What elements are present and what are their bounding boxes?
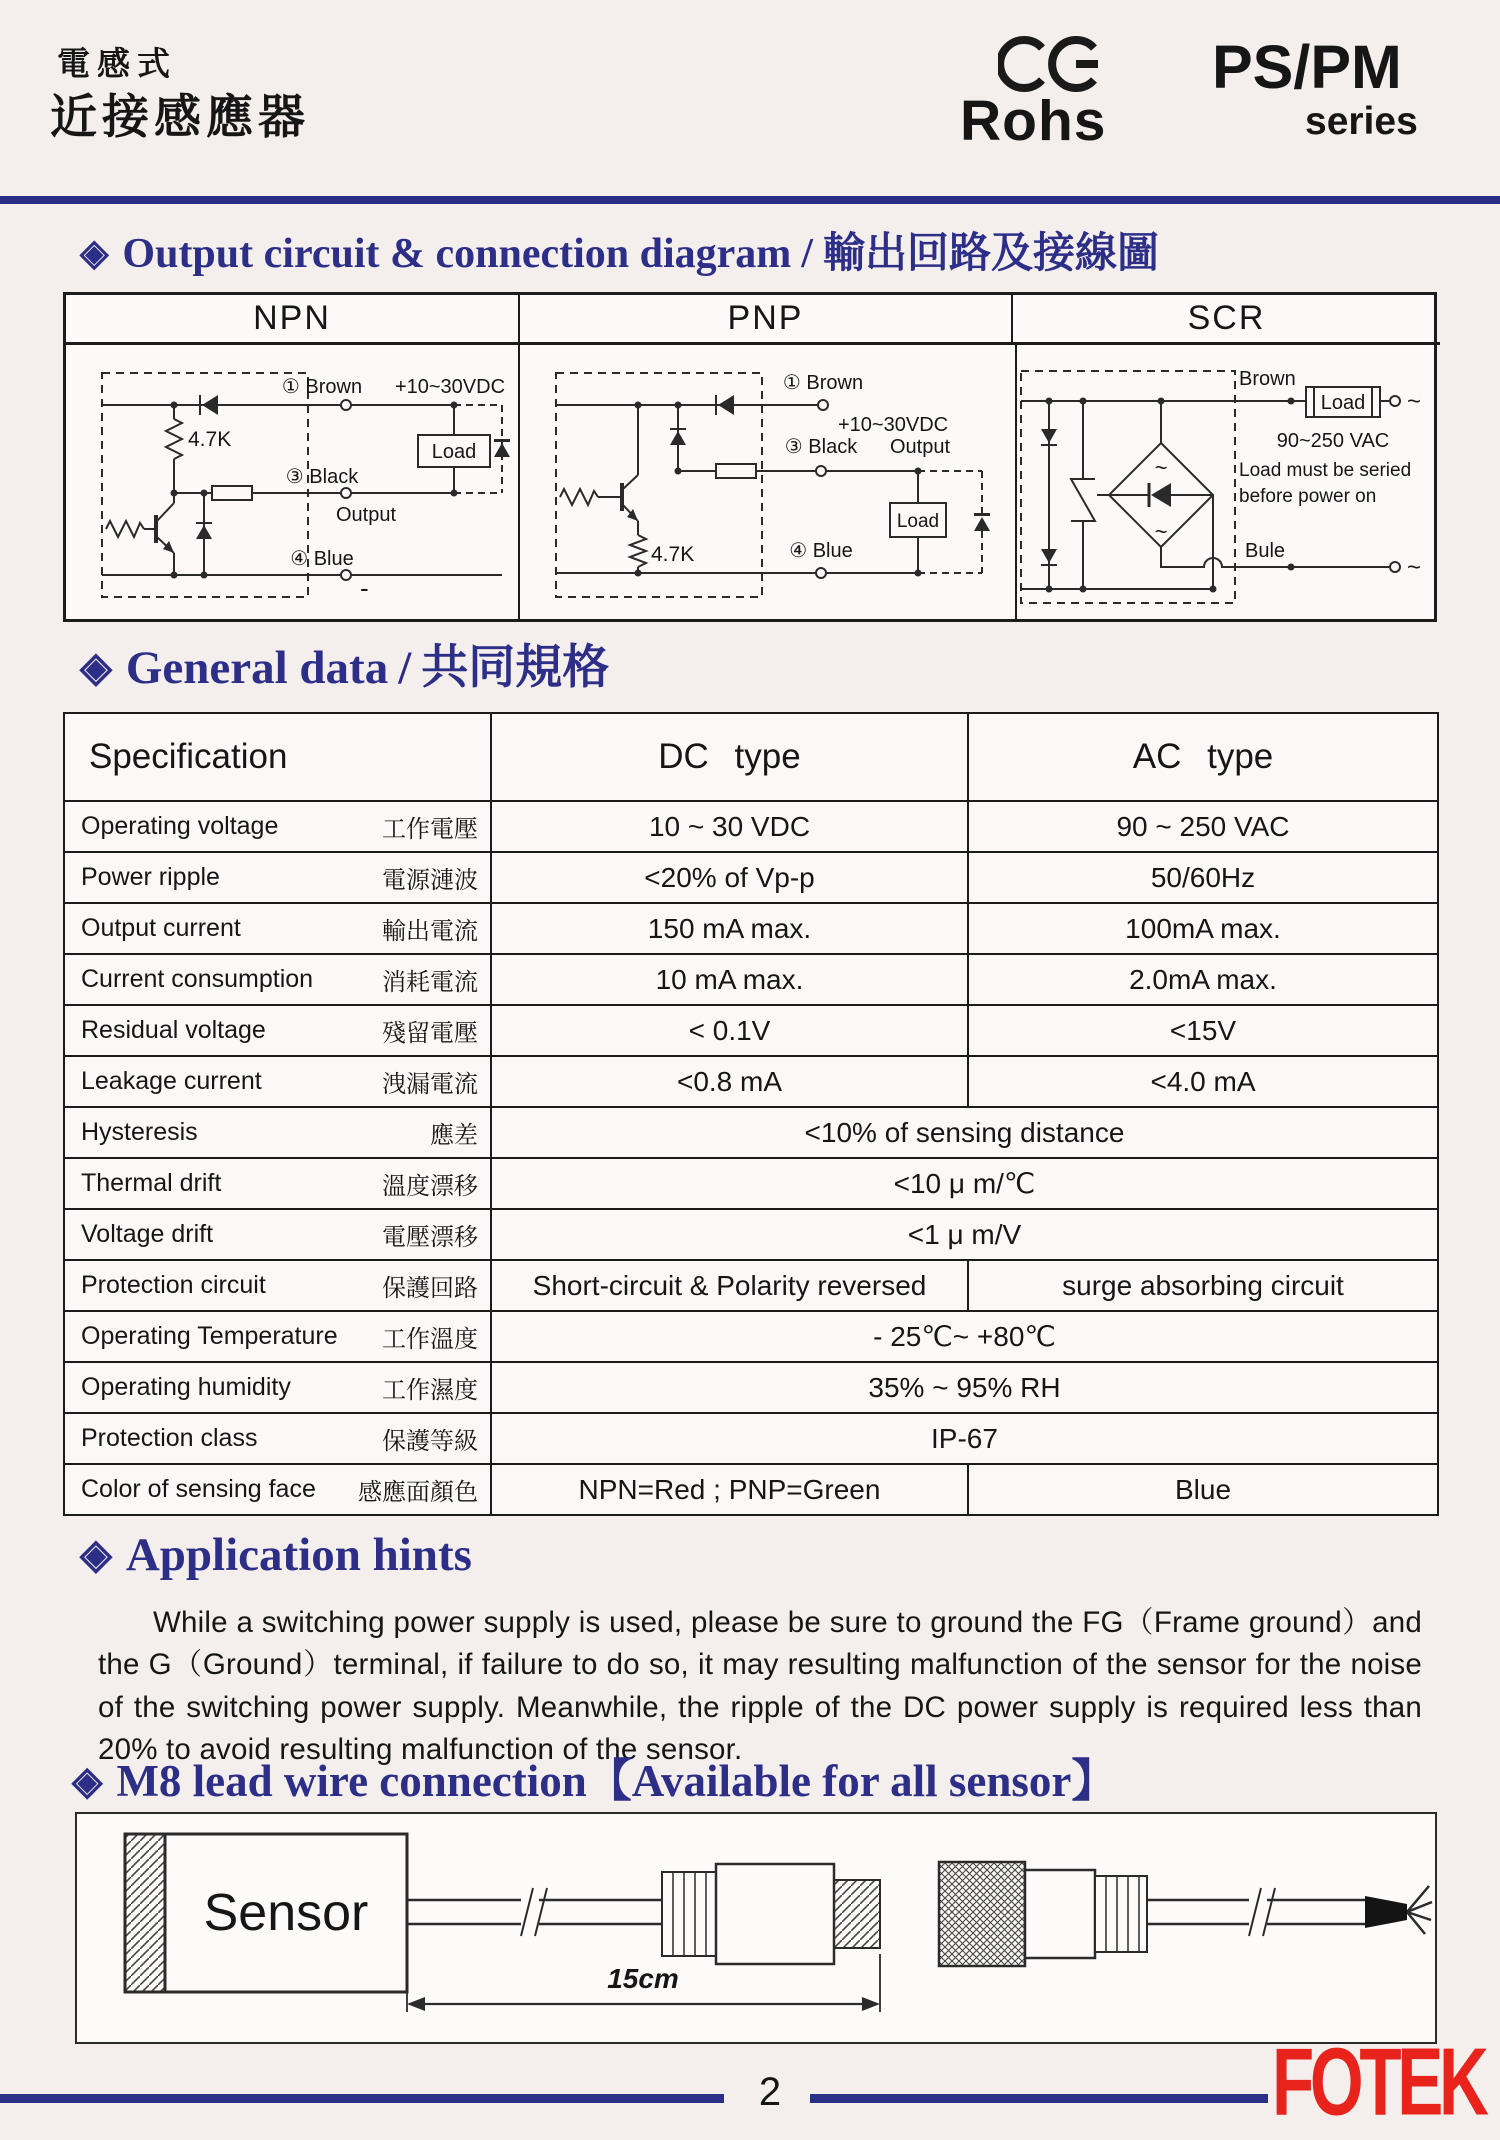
spec-label-en: Voltage drift [81,1220,214,1248]
scr-load-label: Load [1320,392,1366,414]
spec-label-en: Operating humidity [81,1373,291,1401]
spec-label-zh: 溫度漂移 [382,1173,478,1200]
table-cell [64,1311,491,1362]
table-cell: 10 ~ 30 VDC [491,801,968,852]
pnp-wiring [556,373,982,597]
footer-bar-left [0,2094,724,2103]
title-separator: / [801,231,813,277]
scr-blue-label: Bule [1245,540,1286,562]
section-title-general-data [80,630,609,697]
dimension-arrow-left [407,1997,425,2011]
table-cell [64,1056,491,1107]
table-cell: <20% of Vp-p [491,852,968,903]
circuit-column-header-pnp: PNP [518,295,1013,345]
spec-label-en: Operating Temperature [81,1322,338,1350]
diamond-bullet-icon: ◈ [72,1759,103,1803]
table-row [64,1107,1438,1158]
table-cell [64,1158,491,1209]
spec-label-zh: 保護回路 [382,1275,478,1302]
circuit-column-header-scr: SCR [1013,295,1440,345]
product-type-zh: 電感式 [57,45,177,82]
spec-label-en: Current consumption [81,965,314,993]
table-row [64,1260,1438,1311]
table-cell: <4.0 mA [968,1056,1438,1107]
fotek-logo: FOTEK [1272,2027,1485,2136]
table-cell: 150 mA max. [491,903,968,954]
circuit-diagram-table [63,292,1437,622]
table-row [64,1056,1438,1107]
table-row [64,1311,1438,1362]
column-header-specification: Specification [64,713,491,801]
spec-label-en: Thermal drift [81,1169,222,1197]
section-title-en: M8 lead wire connection [116,1756,587,1806]
section-title-en: Output circuit & connection diagram [122,231,792,277]
table-row [64,954,1438,1005]
npn-pin1-label: ① Brown [281,376,363,398]
scr-ac-terminal-bottom: ~ [1407,554,1422,581]
m8-sensor-label: Sensor [203,1884,369,1942]
pnp-circuit-diagram [518,345,1017,622]
table-cell [64,801,491,852]
footer-bar-right [810,2094,1268,2103]
scr-brown-label: Brown [1239,368,1296,390]
pnp-resistor-label: 4.7K [651,543,695,566]
table-cell: <15V [968,1005,1438,1056]
table-cell [64,1260,491,1311]
pnp-output-label: Output [889,436,951,458]
column-header-ac-type: AC type [968,713,1438,801]
spec-label-zh: 電壓漂移 [382,1224,478,1251]
table-cell [64,903,491,954]
scr-circuit-diagram [1013,345,1440,622]
spec-label-en: Color of sensing face [81,1475,316,1503]
product-name-zh: 近接感應器 [50,90,310,143]
table-cell: IP-67 [491,1413,1438,1464]
spec-label-en: Operating voltage [81,812,279,840]
title-separator: / [398,642,412,694]
table-row [64,1362,1438,1413]
pnp-pin1-label: ① Brown [782,372,864,394]
table-cell [64,852,491,903]
application-hints-body: While a switching power supply is used, please be sure to ground the FG（Frame ground）and the G（Ground）terminal, if failure to do so, it may resulting malfunction of the sensor for the noise of the switching power supply. Meanwhile, the ripple of the DC power supply is required less than 20% to avoid resulting malfunction of the sensor. [98,1606,1422,1767]
m8-dimension-label: 15cm [607,1963,679,1994]
table-cell: 100mA max. [968,903,1438,954]
spec-label-zh: 應差 [430,1122,478,1149]
table-cell: 90 ~ 250 VAC [968,801,1438,852]
spec-label-zh: 保護等級 [382,1428,478,1455]
table-row [64,801,1438,852]
table-cell: 35% ~ 95% RH [491,1362,1438,1413]
spec-label-zh: 工作濕度 [382,1377,478,1404]
table-cell: 10 mA max. [491,954,968,1005]
table-row [64,1005,1438,1056]
spec-label-zh: 輸出電流 [382,918,478,945]
npn-minus-label: - [360,573,369,603]
rohs-label: Rohs [960,89,1107,153]
npn-circuit-diagram [66,345,518,622]
npn-output-label: Output [335,504,397,526]
table-cell: <10 μ m/℃ [491,1158,1438,1209]
pnp-pin3-label: ③ Black [784,436,858,458]
m8-diagram-box [75,1812,1437,2044]
spec-label-zh: 消耗電流 [382,969,478,996]
table-header-row [64,713,1438,801]
spec-label-en: Power ripple [81,863,220,891]
npn-supply-label: +10~30VDC [394,376,506,398]
section-title-application-hints [80,1528,472,1582]
section-title-m8 [72,1744,1116,1809]
series-word: series [1305,100,1418,143]
section-title-en: General data [125,642,389,694]
section-title-bracket: 【Available for all sensor】 [586,1756,1117,1806]
section-title-output-circuit [80,220,1159,280]
circuit-column-header-npn: NPN [66,295,518,345]
table-cell: Blue [968,1464,1438,1515]
table-cell [64,1209,491,1260]
spec-label-zh: 電源漣波 [382,867,478,894]
table-cell [64,1413,491,1464]
spec-label-zh: 殘留電壓 [382,1020,478,1047]
table-cell: 50/60Hz [968,852,1438,903]
spec-label-en: Hysteresis [81,1118,198,1146]
m8-wire-end [1365,1896,1407,1928]
table-cell: <10% of sensing distance [491,1107,1438,1158]
diamond-bullet-icon: ◈ [80,1531,112,1577]
table-row [64,1464,1438,1515]
scr-ac-terminal-top: ~ [1407,388,1422,415]
section-title-zh: 共同規格 [421,642,610,694]
table-cell [64,954,491,1005]
spec-label-zh: 感應面顏色 [358,1479,478,1506]
npn-pin4-label: ④ Blue [290,548,354,570]
m8-lead-wire-diagram [77,1814,1434,2041]
npn-load-label: Load [431,441,477,463]
table-cell: NPN=Red ; PNP=Green [491,1464,968,1515]
table-row [64,852,1438,903]
table-row [64,903,1438,954]
spec-label-en: Protection class [81,1424,258,1452]
column-header-dc-type: DC type [491,713,968,801]
series-name: PS/PM [1212,33,1402,101]
table-row [64,1158,1438,1209]
table-cell [64,1362,491,1413]
pnp-pin4-label: ④ Blue [789,540,853,562]
spec-label-zh: 工作電壓 [382,816,478,843]
page-number: 2 [758,2070,782,2114]
table-cell: < 0.1V [491,1005,968,1056]
table-cell [64,1005,491,1056]
section-title-en: Application hints [125,1529,472,1581]
table-cell: <0.8 mA [491,1056,968,1107]
pnp-supply-label: +10~30VDC [838,414,949,436]
scr-note-line2: before power on [1239,486,1377,507]
dimension-arrow-right [862,1997,880,2011]
table-cell: <1 μ m/V [491,1209,1438,1260]
spec-label-en: Protection circuit [81,1271,266,1299]
table-cell: surge absorbing circuit [968,1260,1438,1311]
spec-label-zh: 工作溫度 [382,1326,478,1353]
spec-label-zh: 洩漏電流 [382,1071,478,1098]
scr-ac-wave-top: ~ [1154,455,1168,480]
table-cell [64,1464,491,1515]
table-cell: - 25℃~ +80℃ [491,1311,1438,1362]
scr-note-line1: Load must be seried [1239,460,1412,481]
header-divider [0,196,1500,204]
table-cell [64,1107,491,1158]
diamond-bullet-icon: ◈ [80,232,109,273]
table-cell: Short-circuit & Polarity reversed [491,1260,968,1311]
pnp-load-label: Load [896,511,940,532]
table-cell: 2.0mA max. [968,954,1438,1005]
table-row [64,1413,1438,1464]
npn-resistor-label: 4.7K [188,428,232,451]
spec-label-en: Leakage current [81,1067,262,1095]
ce-mark-icon [998,34,1110,96]
diamond-bullet-icon: ◈ [80,644,112,690]
spec-table [63,712,1439,1516]
scr-ac-wave-bottom: ~ [1154,519,1168,544]
spec-label-en: Output current [81,914,241,942]
table-row [64,1209,1438,1260]
scr-voltage-label: 90~250 VAC [1276,430,1390,452]
npn-pin3-label: ③ Black [285,466,359,488]
spec-label-en: Residual voltage [81,1016,266,1044]
section-title-zh: 輸出回路及接線圖 [822,231,1159,277]
